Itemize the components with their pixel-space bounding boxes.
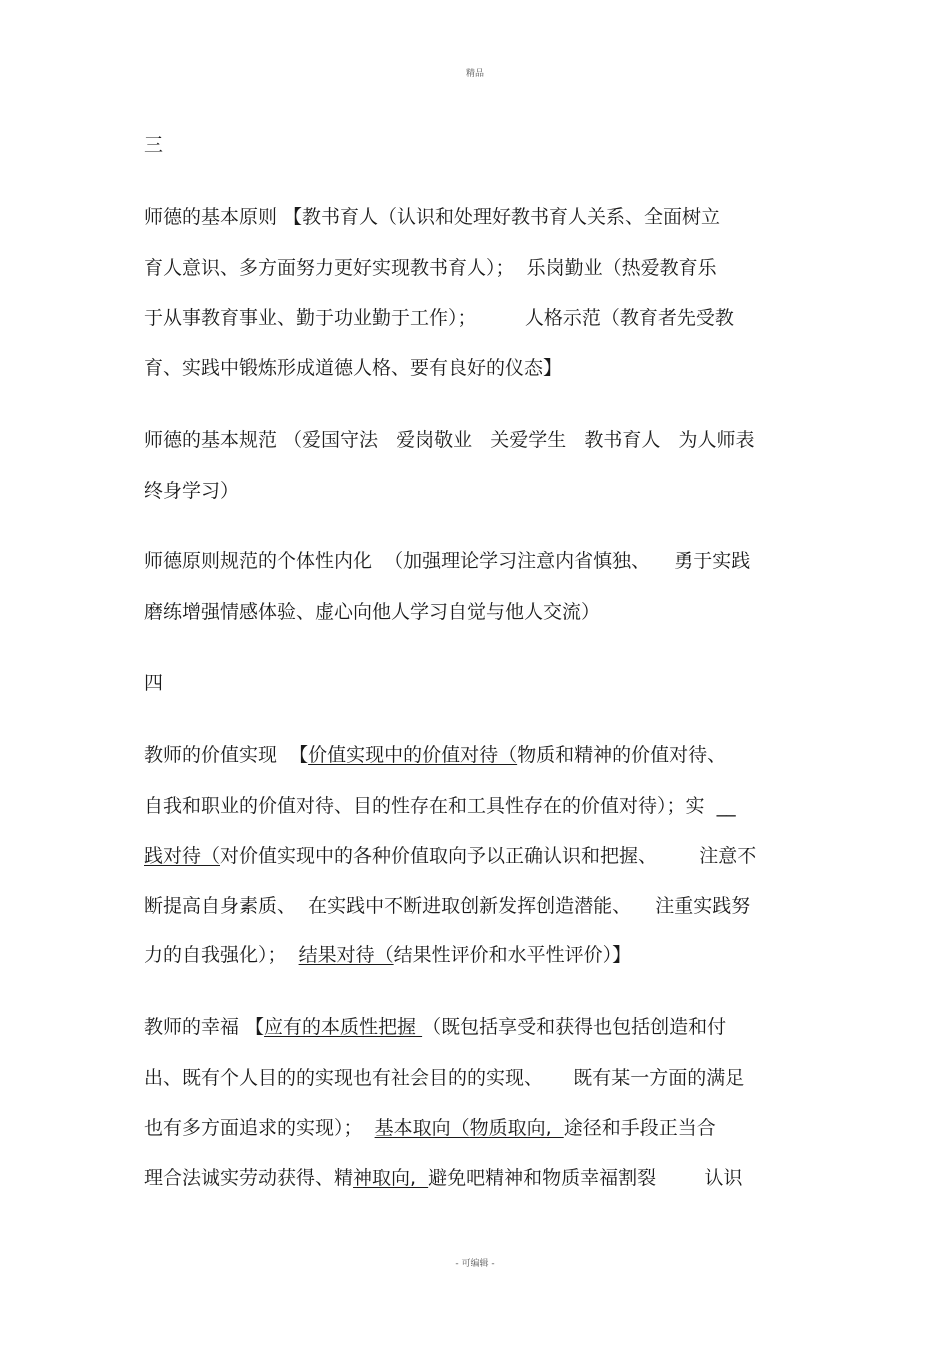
happiness-text: 途径和手段正当合	[563, 1117, 716, 1139]
result-term-underlined: 结果对待（	[298, 944, 394, 966]
value-heading: 教师的价值实现 【	[144, 744, 309, 766]
value-line-4: 断提高自身素质、 在实践中不断进取创新发挥创造潜能、 注重实践努	[144, 895, 751, 917]
happiness-text: 避免吧精神和物质幸福割裂 认识	[428, 1167, 743, 1189]
happiness-text: （既包括享受和获得也包括创造和付	[422, 1016, 727, 1038]
value-text: 物质和精神的价值对待、	[517, 744, 727, 766]
page-header: 精品	[465, 69, 484, 79]
material-orientation-term-underlined: 物质取向,	[469, 1117, 564, 1139]
value-text: 力的自我强化）；	[144, 944, 299, 966]
happiness-line-1	[144, 1015, 726, 1039]
value-text: 对价值实现中的各种价值取向予以正确认识和把握、 注意不	[220, 845, 757, 867]
value-term-underlined: 价值实现中的价值对待（	[308, 744, 518, 766]
value-line-2: 自我和职业的价值对待、目的性存在和工具性存在的价值对待）；实 __	[144, 795, 736, 817]
happiness-text: 理合法诚实劳动获得、精	[144, 1167, 354, 1189]
basic-orientation-term-underlined: 基本取向（	[374, 1117, 470, 1139]
principles-line-3: 于从事教育事业、勤于功业勤于工作）； 人格示范（教育者先受教	[144, 307, 734, 329]
happiness-text: 也有多方面追求的实现）；	[144, 1117, 375, 1139]
happiness-line-2: 出、既有个人目的的实现也有社会目的的实现、 既有某一方面的满足	[144, 1067, 745, 1089]
internalize-line-1: 师德原则规范的个体性内化 （加强理论学习注意内省慎独、 勇于实践	[144, 550, 751, 572]
page-footer: - 可编辑 -	[455, 1259, 495, 1269]
section-number-4: 四	[144, 672, 164, 694]
norms-line-1: 师德的基本规范 （爱国守法 爱岗敬业 关爱学生 教书育人 为人师表	[144, 429, 755, 451]
principles-line-2: 育人意识、多方面努力更好实现教书育人）； 乐岗勤业（热爱教育乐	[144, 257, 717, 279]
value-line-5	[144, 943, 631, 967]
happiness-line-4	[144, 1166, 742, 1190]
internalize-line-2: 磨练增强情感体验、虚心向他人学习自觉与他人交流）	[144, 601, 601, 623]
norms-line-2: 终身学习）	[144, 480, 240, 502]
section-number-3: 三	[144, 134, 164, 156]
principles-line-4: 育、实践中锻炼形成道德人格、要有良好的仪态】	[144, 357, 563, 379]
value-line-3	[144, 844, 756, 868]
principles-line-1: 师德的基本原则 【教书育人（认识和处理好教书育人关系、全面树立	[144, 206, 721, 228]
happiness-heading: 教师的幸福 【	[144, 1016, 265, 1038]
happiness-line-3	[144, 1116, 716, 1140]
spiritual-orientation-term-underlined: 神取向,	[353, 1167, 429, 1189]
essence-term-underlined: 应有的本质性把握	[264, 1016, 423, 1038]
value-text: 结果性评价和水平性评价）】	[393, 944, 632, 966]
practice-term-underlined: 践对待（	[144, 845, 221, 867]
value-line-1	[144, 743, 726, 767]
